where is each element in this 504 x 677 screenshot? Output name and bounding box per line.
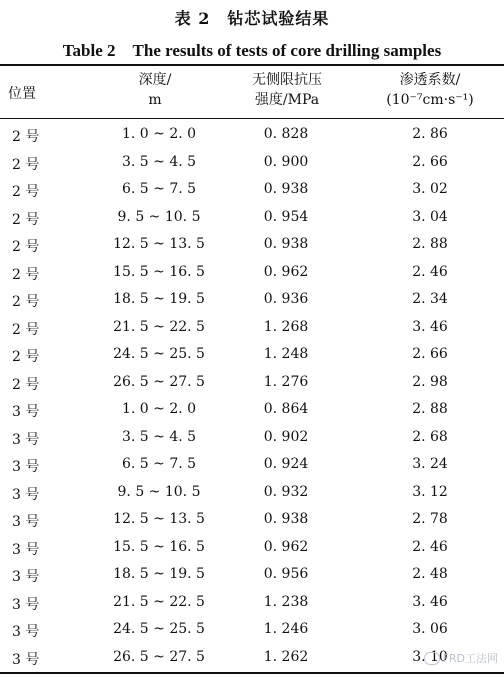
- cell-location: 2 号: [12, 184, 40, 200]
- cell-permeability: 3. 06: [412, 621, 448, 637]
- cell-depth: 1. 0 ~ 2. 0: [121, 126, 197, 142]
- cell-location: 2 号: [12, 129, 40, 145]
- cell-strength: 0. 954: [263, 208, 309, 225]
- table-body: [0, 120, 504, 670]
- table-row: [0, 478, 504, 506]
- cell-permeability: 2. 88: [412, 236, 448, 252]
- cell-permeability: 3. 46: [412, 318, 448, 335]
- table-row: [0, 423, 504, 451]
- cell-permeability: 2. 86: [412, 126, 448, 142]
- cell-location: 2 号: [12, 239, 40, 255]
- cell-depth: 24. 5 ~ 25. 5: [113, 346, 205, 362]
- header-rule: [0, 118, 504, 119]
- cell-depth: 24. 5 ~ 25. 5: [113, 621, 205, 637]
- table-row: [0, 560, 504, 588]
- header-strength-line1: 无侧限抗压: [252, 72, 322, 88]
- cell-permeability: 2. 98: [412, 373, 448, 390]
- cell-permeability: 2. 88: [412, 401, 448, 417]
- top-rule: [0, 64, 504, 66]
- cell-depth: 1. 0 ~ 2. 0: [121, 401, 197, 417]
- bottom-rule: [0, 672, 504, 674]
- table-title-en: Table 2 The results of tests of core drilling samples: [62, 41, 442, 60]
- cell-permeability: 2. 46: [412, 263, 448, 280]
- cell-depth: 9. 5 ~ 10. 5: [117, 208, 201, 225]
- header-depth: [100, 70, 210, 116]
- header-permeability-line1: 渗透系数/: [399, 72, 461, 88]
- table-row: [0, 450, 504, 478]
- cell-depth: 12. 5 ~ 13. 5: [113, 511, 205, 527]
- table-row: [0, 148, 504, 176]
- header-strength: [222, 70, 352, 116]
- header-location-label: 位置: [8, 86, 36, 102]
- cell-depth: 18. 5 ~ 19. 5: [113, 291, 205, 307]
- cell-permeability: 2. 66: [412, 346, 448, 362]
- cell-depth: 18. 5 ~ 19. 5: [113, 566, 205, 582]
- cell-permeability: 3. 46: [412, 593, 448, 610]
- header-permeability-line2: (10⁻⁷cm·s⁻¹): [386, 92, 474, 108]
- cell-depth: 3. 5 ~ 4. 5: [121, 428, 197, 445]
- cell-strength: 0. 938: [263, 236, 309, 252]
- cell-permeability: 3. 02: [412, 181, 448, 197]
- cell-location: 2 号: [12, 156, 40, 173]
- cell-permeability: 3. 10: [412, 648, 448, 665]
- cell-strength: 0. 864: [263, 401, 309, 417]
- wechat-icon: [424, 652, 440, 665]
- cell-permeability: 2. 68: [412, 428, 448, 445]
- cell-strength: 0. 932: [263, 483, 309, 500]
- cell-location: 3 号: [12, 651, 40, 668]
- watermark-text: FRD工法网: [442, 652, 498, 665]
- cell-strength: 1. 246: [263, 621, 309, 637]
- cell-strength: 1. 248: [263, 346, 309, 362]
- cell-depth: 15. 5 ~ 16. 5: [113, 538, 205, 555]
- cell-strength: 0. 962: [263, 538, 309, 555]
- cell-permeability: 3. 12: [412, 483, 448, 500]
- cell-depth: 21. 5 ~ 22. 5: [113, 318, 205, 335]
- cell-strength: 0. 938: [263, 511, 309, 527]
- header-strength-line2: 强度/MPa: [254, 92, 320, 108]
- cell-location: 3 号: [12, 514, 40, 530]
- cell-location: 3 号: [12, 431, 40, 448]
- cell-strength: 1. 268: [263, 318, 309, 335]
- table-title-cn: 表 2 钻芯试验结果: [174, 9, 330, 28]
- cell-strength: 1. 238: [263, 593, 309, 610]
- table-row: [0, 505, 504, 533]
- cell-permeability: 3. 24: [412, 456, 448, 472]
- cell-permeability: 2. 66: [412, 153, 448, 170]
- cell-strength: 0. 962: [263, 263, 309, 280]
- cell-depth: 21. 5 ~ 22. 5: [113, 593, 205, 610]
- header-depth-line1: 深度/: [138, 72, 172, 88]
- cell-location: 2 号: [12, 376, 40, 393]
- table-row: [0, 313, 504, 341]
- cell-permeability: 3. 04: [412, 208, 448, 225]
- cell-location: 2 号: [12, 211, 40, 228]
- header-permeability: [362, 70, 498, 116]
- cell-location: 2 号: [12, 349, 40, 365]
- table-row: [0, 258, 504, 286]
- table-row: [0, 533, 504, 561]
- table-row: [0, 175, 504, 203]
- table-row: [0, 230, 504, 258]
- cell-depth: 12. 5 ~ 13. 5: [113, 236, 205, 252]
- cell-permeability: 2. 48: [412, 566, 448, 582]
- cell-permeability: 2. 34: [412, 291, 448, 307]
- cell-strength: 0. 956: [263, 566, 309, 582]
- table-row: [0, 368, 504, 396]
- cell-strength: 0. 924: [263, 456, 309, 472]
- cell-depth: 3. 5 ~ 4. 5: [121, 153, 197, 170]
- cell-strength: 0. 938: [263, 181, 309, 197]
- cell-depth: 26. 5 ~ 27. 5: [113, 648, 205, 665]
- cell-location: 3 号: [12, 624, 40, 640]
- cell-strength: 0. 828: [263, 126, 309, 142]
- cell-location: 3 号: [12, 596, 40, 613]
- header-depth-line2: m: [148, 92, 162, 108]
- table-row: [0, 120, 504, 148]
- table-row: [0, 615, 504, 643]
- table-row: [0, 340, 504, 368]
- cell-location: 3 号: [12, 404, 40, 420]
- cell-strength: 0. 902: [263, 428, 309, 445]
- table-row: [0, 588, 504, 616]
- cell-location: 2 号: [12, 321, 40, 338]
- cell-permeability: 2. 78: [412, 511, 448, 527]
- cell-location: 3 号: [12, 569, 40, 585]
- cell-location: 3 号: [12, 486, 40, 503]
- cell-depth: 15. 5 ~ 16. 5: [113, 263, 205, 280]
- cell-depth: 6. 5 ~ 7. 5: [121, 456, 197, 472]
- cell-depth: 6. 5 ~ 7. 5: [121, 181, 197, 197]
- cell-strength: 1. 276: [263, 373, 309, 390]
- cell-location: 3 号: [12, 541, 40, 558]
- cell-location: 2 号: [12, 294, 40, 310]
- cell-location: 3 号: [12, 459, 40, 475]
- table-row: [0, 285, 504, 313]
- table-row: [0, 395, 504, 423]
- cell-strength: 0. 900: [263, 153, 309, 170]
- cell-strength: 0. 936: [263, 291, 309, 307]
- table-row: [0, 203, 504, 231]
- cell-permeability: 2. 46: [412, 538, 448, 555]
- cell-strength: 1. 262: [263, 648, 309, 665]
- watermark: [424, 650, 498, 666]
- cell-depth: 9. 5 ~ 10. 5: [117, 483, 201, 500]
- cell-location: 2 号: [12, 266, 40, 283]
- cell-depth: 26. 5 ~ 27. 5: [113, 373, 205, 390]
